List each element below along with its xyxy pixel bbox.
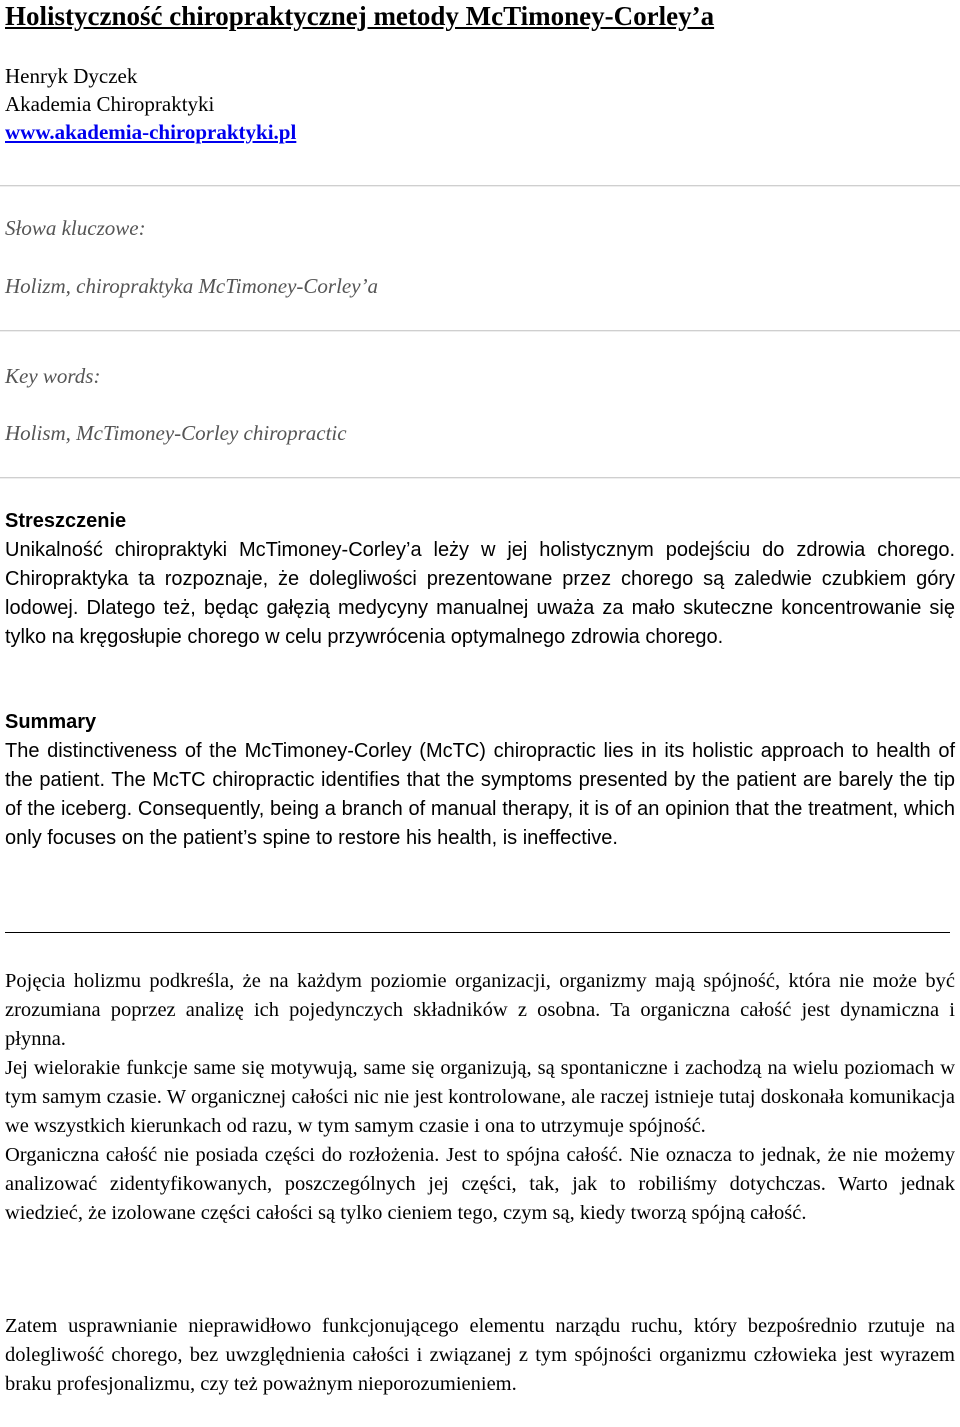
body-paragraph-4: Zatem usprawnianie nieprawidłowo funkcjonującego elementu narządu ruchu, który bezpośrednio rzutuje na dolegliwość chorego, bez uwzględnienia całości i związanej z tym spójności organizmu człowieka jest wyrazem braku profesjonalizmu, czy też poważnym nieporozumieniem.	[5, 1315, 955, 1395]
document-title: Holistyczność chiropraktycznej metody McTimoney-Corley’a	[5, 1, 715, 31]
section-divider	[0, 330, 960, 332]
streszczenie-text: Unikalność chiropraktyki McTimoney-Corley’a leży w jej holistycznym podejściu do zdrowia chorego. Chiropraktyka ta rozpoznaje, że dolegliwości prezentowane przez chorego są zaledwie czubkiem góry lodowej. Dlatego też, będąc gałęzią medycyny manualnej uważa za mało skuteczne koncentrowanie się tylko na kręgosłupie chorego w celu przywrócenia optymalnego zdrowia chorego.	[5, 539, 955, 648]
section-divider	[0, 185, 960, 187]
summary-text: The distinctiveness of the McTimoney-Corley (McTC) chiropractic lies in its holistic approach to health of the patient. The McTC chiropractic identifies that the symptoms presented by the patient are barely the tip of the iceberg. Consequently, being a branch of manual therapy, it is of an opinion that the treatment, which only focuses on the patient’s spine to restore his health, is ineffective.	[5, 740, 955, 849]
body-paragraph-1: Pojęcia holizmu podkreśla, że na każdym poziomie organizacji, organizmy mają spójność, która nie może być zrozumiana poprzez analizę ich pojedynczych składników z osobna. Ta organiczna całość jest dynamiczna i płynna.	[5, 970, 955, 1050]
body-divider	[5, 932, 950, 933]
body-block-2	[5, 1312, 955, 1399]
summary-section	[5, 708, 955, 853]
body-block-1	[5, 967, 955, 1228]
summary-heading: Summary	[5, 711, 97, 733]
author-website-link[interactable]: www.akademia-chiropraktyki.pl	[5, 120, 297, 144]
keywords-pl-value: Holizm, chiropraktyka McTimoney-Corley’a	[5, 274, 379, 298]
body-paragraph-2: Jej wielorakie funkcje same się motywują, same się organizują, są spontaniczne i zachodzą na wielu poziomach w tym samym czasie. W organicznej całości nic nie jest kontrolowane, ale raczej istnieje tutaj doskonała komunikacja we wszystkich kierunkach od razu, w tym samym czasie i ona to utrzymuje spójność.	[5, 1057, 955, 1137]
section-divider	[0, 477, 960, 479]
keywords-pl-label: Słowa kluczowe:	[5, 216, 146, 240]
streszczenie-section	[5, 507, 955, 652]
author-affiliation: Akademia Chiropraktyki	[5, 92, 215, 116]
streszczenie-heading: Streszczenie	[5, 510, 127, 532]
keywords-en-value: Holism, McTimoney-Corley chiropractic	[5, 421, 347, 445]
keywords-en-label: Key words:	[5, 364, 101, 388]
author-block	[5, 62, 296, 146]
author-name: Henryk Dyczek	[5, 64, 138, 88]
body-paragraph-3: Organiczna całość nie posiada części do rozłożenia. Jest to spójna całość. Nie oznacza to jednak, że nie możemy analizować zidentyfikowanych, poszczególnych jej części, tak, jak to robiliśmy dotychczas. Warto jednak wiedzieć, że izolowane części całości są tylko cieniem tego, czym są, kiedy tworzą spójną całość.	[5, 1144, 955, 1224]
